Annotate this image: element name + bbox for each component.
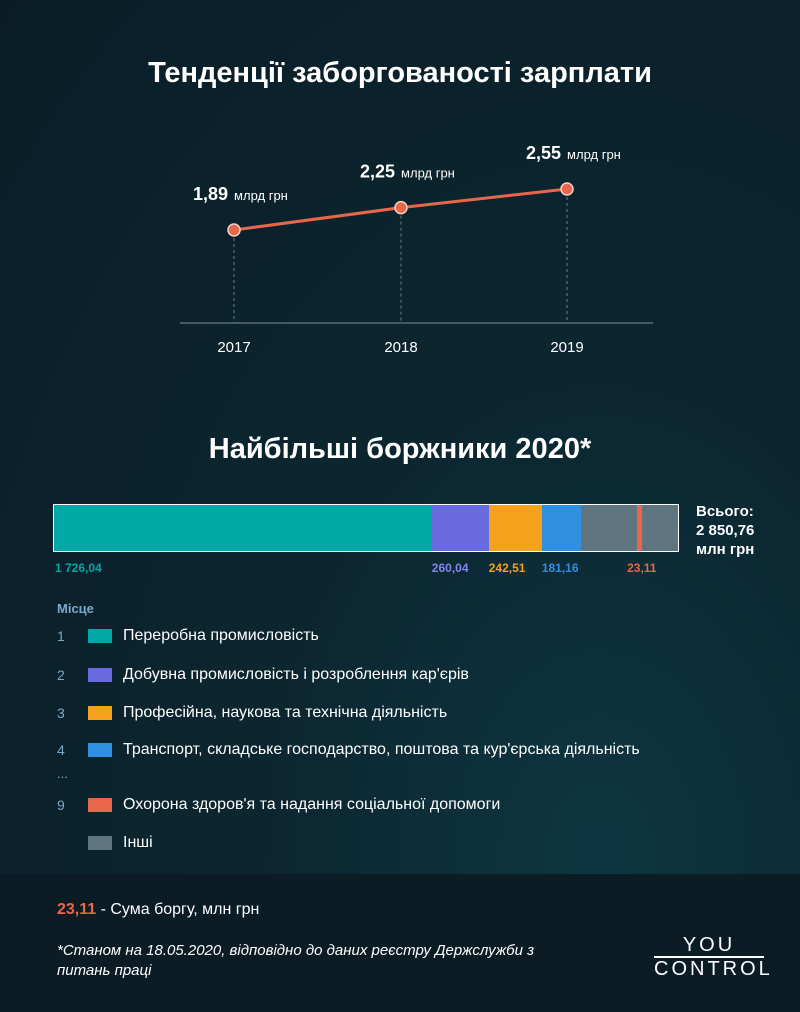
bar-segment bbox=[489, 505, 542, 551]
bar-chart-title: Найбільші боржники 2020* bbox=[208, 433, 592, 465]
bar-segment bbox=[432, 505, 489, 551]
total-unit: млн грн bbox=[696, 541, 755, 558]
legend-header: Місце bbox=[57, 601, 94, 616]
data-point bbox=[228, 224, 240, 236]
note-text: - Сума боргу, млн грн bbox=[96, 901, 260, 918]
bar-value-label: 181,16 bbox=[541, 561, 579, 575]
logo-top-text: YOU bbox=[682, 934, 736, 956]
legend-rank: 4 bbox=[57, 742, 65, 758]
legend-item bbox=[57, 703, 447, 723]
legend-swatch bbox=[88, 836, 112, 850]
bar-segment bbox=[542, 505, 582, 551]
legend-rank: 1 bbox=[57, 628, 65, 644]
legend-rank: 3 bbox=[57, 705, 65, 721]
data-point bbox=[561, 183, 573, 195]
legend-item bbox=[57, 795, 500, 815]
bar-segment bbox=[581, 505, 636, 551]
note-value: 23,11 bbox=[57, 901, 97, 918]
logo-bottom-text: CONTROL bbox=[654, 958, 773, 980]
bar-segment bbox=[54, 505, 432, 551]
legend-rank: 9 bbox=[57, 797, 65, 813]
stacked-bar bbox=[53, 504, 679, 552]
legend-item bbox=[57, 833, 153, 853]
bar-segment bbox=[642, 505, 678, 551]
legend-rank: 2 bbox=[57, 667, 65, 683]
legend-swatch bbox=[88, 706, 112, 720]
legend-swatch bbox=[88, 743, 112, 757]
year-tick-label: 2017 bbox=[217, 339, 251, 356]
legend-item bbox=[57, 665, 469, 685]
legend-item bbox=[57, 740, 640, 760]
legend-swatch bbox=[88, 668, 112, 682]
total-label bbox=[696, 502, 754, 559]
bar-value-label: 242,51 bbox=[488, 561, 526, 575]
legend-label: Переробна промисловість bbox=[123, 627, 319, 644]
legend-swatch bbox=[88, 629, 112, 643]
footnote: *Станом на 18.05.2020, відповідно до даних реєстру Держслужби з питань праці bbox=[57, 942, 535, 979]
footer bbox=[0, 874, 800, 1012]
legend-ellipsis: ... bbox=[57, 766, 68, 781]
year-tick-label: 2018 bbox=[384, 339, 418, 356]
legend-label: Охорона здоров'я та надання соціальної допомоги bbox=[123, 796, 501, 813]
bar-value-label: 23,11 bbox=[627, 561, 657, 575]
youcontrol-logo bbox=[654, 934, 773, 980]
line-chart-title: Тенденції заборгованості зарплати bbox=[148, 57, 652, 89]
bar-value-label: 1 726,04 bbox=[55, 561, 102, 575]
total-value: 2 850,76 bbox=[696, 522, 755, 539]
legend-item bbox=[57, 626, 319, 646]
point-label: 2,55 млрд грн bbox=[526, 143, 621, 163]
point-label: 2,25 млрд грн bbox=[360, 161, 455, 182]
value-note bbox=[57, 901, 259, 919]
bar-value-labels bbox=[53, 561, 679, 577]
legend-swatch bbox=[88, 798, 112, 812]
data-point bbox=[395, 202, 407, 214]
line-chart bbox=[0, 120, 800, 370]
bar-value-label: 260,04 bbox=[431, 561, 469, 575]
year-tick-label: 2019 bbox=[550, 339, 584, 356]
legend-label: Інші bbox=[123, 834, 153, 851]
legend-label: Транспорт, складське господарство, поштова та кур'єрська діяльність bbox=[123, 741, 640, 758]
total-caption: Всього: bbox=[696, 503, 754, 520]
point-label: 1,89 млрд грн bbox=[193, 184, 288, 204]
legend-label: Добувна промисловість і розроблення кар'єрів bbox=[123, 666, 469, 683]
legend-label: Професійна, наукова та технічна діяльність bbox=[123, 704, 448, 721]
